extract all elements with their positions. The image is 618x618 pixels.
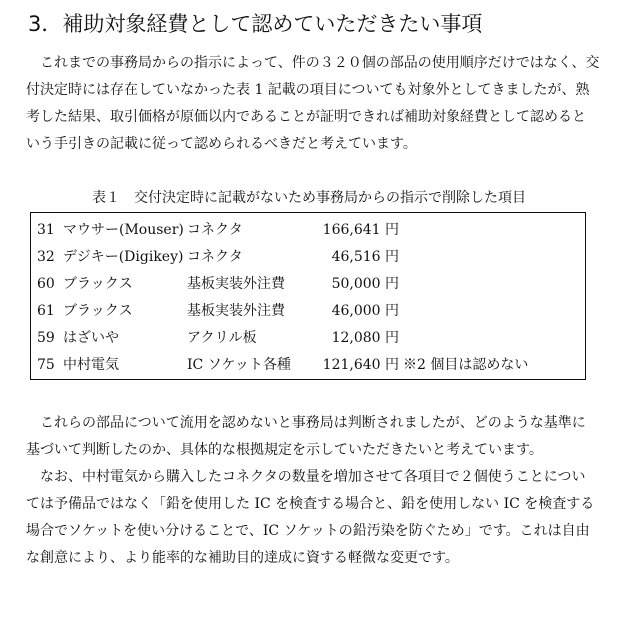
row-number: 59 [37, 330, 55, 346]
intro-line: いう手引きの記載に従って認められるべきだと考えています。 [26, 136, 417, 152]
table-row [31, 271, 585, 297]
row-price: 166,641 円 [322, 222, 399, 238]
row-number: 32 [37, 249, 55, 265]
section-heading: 3．補助対象経費として認めていただきたい事項 [28, 12, 483, 36]
row-price: 12,080 円 [331, 330, 399, 346]
row-number: 61 [37, 303, 55, 319]
note-line: なお、中村電気から購入したコネクタの数量を増加させて各項目で２個使うことについ [40, 469, 586, 485]
row-vendor: 中村電気 [63, 357, 119, 373]
note-line: 場合でソケットを使い分けることで、IC ソケットの鉛汚染を防ぐため」です。これは自由 [26, 523, 590, 539]
note-paragraph [26, 464, 596, 572]
intro-line: これまでの事務局からの指示によって、件の３２０個の部品の使用順序だけではなく、交 [40, 55, 600, 71]
table-row [31, 217, 585, 243]
row-item: コネクタ [187, 249, 243, 265]
row-number: 31 [37, 222, 55, 238]
table-row [31, 298, 585, 324]
table-row [31, 325, 585, 351]
table-row [31, 352, 585, 378]
intro-line: 付決定時には存在していなかった表 1 記載の項目についても対象外としてきましたが、熟 [26, 82, 590, 98]
row-item: 基板実装外注費 [187, 276, 285, 292]
table-caption: 表１ 交付決定時に記載がないため事務局からの指示で削除した項目 [92, 190, 526, 206]
rationale-line: これらの部品について流用を認めないと事務局は判断されましたが、どのような基準に [40, 415, 586, 431]
row-price: 121,640 円 [322, 357, 399, 373]
intro-line: 考した結果、取引価格が原価以内であることが証明できれば補助対象経費として認めると [26, 109, 586, 125]
rationale-paragraph [26, 410, 596, 464]
row-vendor: ブラックス [63, 276, 133, 292]
table-row [31, 244, 585, 270]
deleted-items-table [30, 212, 586, 380]
row-price: 50,000 円 [331, 276, 399, 292]
row-item: IC ソケット各種 [187, 357, 291, 373]
note-line: な創意により、より能率的な補助目的達成に資する軽微な変更です。 [26, 550, 459, 566]
row-vendor: ブラックス [63, 303, 133, 319]
row-note: ※2 個目は認めない [403, 357, 529, 373]
intro-paragraph [26, 50, 600, 158]
row-vendor: はざいや [63, 330, 119, 346]
row-number: 60 [37, 276, 55, 292]
row-price: 46,516 円 [331, 249, 399, 265]
note-line: ては予備品ではなく「鉛を使用した IC を検査する場合と、鉛を使用しない IC を検査する [26, 496, 595, 512]
row-item: アクリル板 [187, 330, 257, 346]
row-item: 基板実装外注費 [187, 303, 285, 319]
row-item: コネクタ [187, 222, 243, 238]
row-vendor: デジキー(Digikey) [63, 249, 184, 265]
row-vendor: マウサー(Mouser) [63, 222, 184, 238]
row-number: 75 [37, 357, 55, 373]
rationale-line: 基づいて判断したのか、具体的な根拠規定を示していただきたいと考えています。 [26, 442, 543, 458]
row-price: 46,000 円 [331, 303, 399, 319]
